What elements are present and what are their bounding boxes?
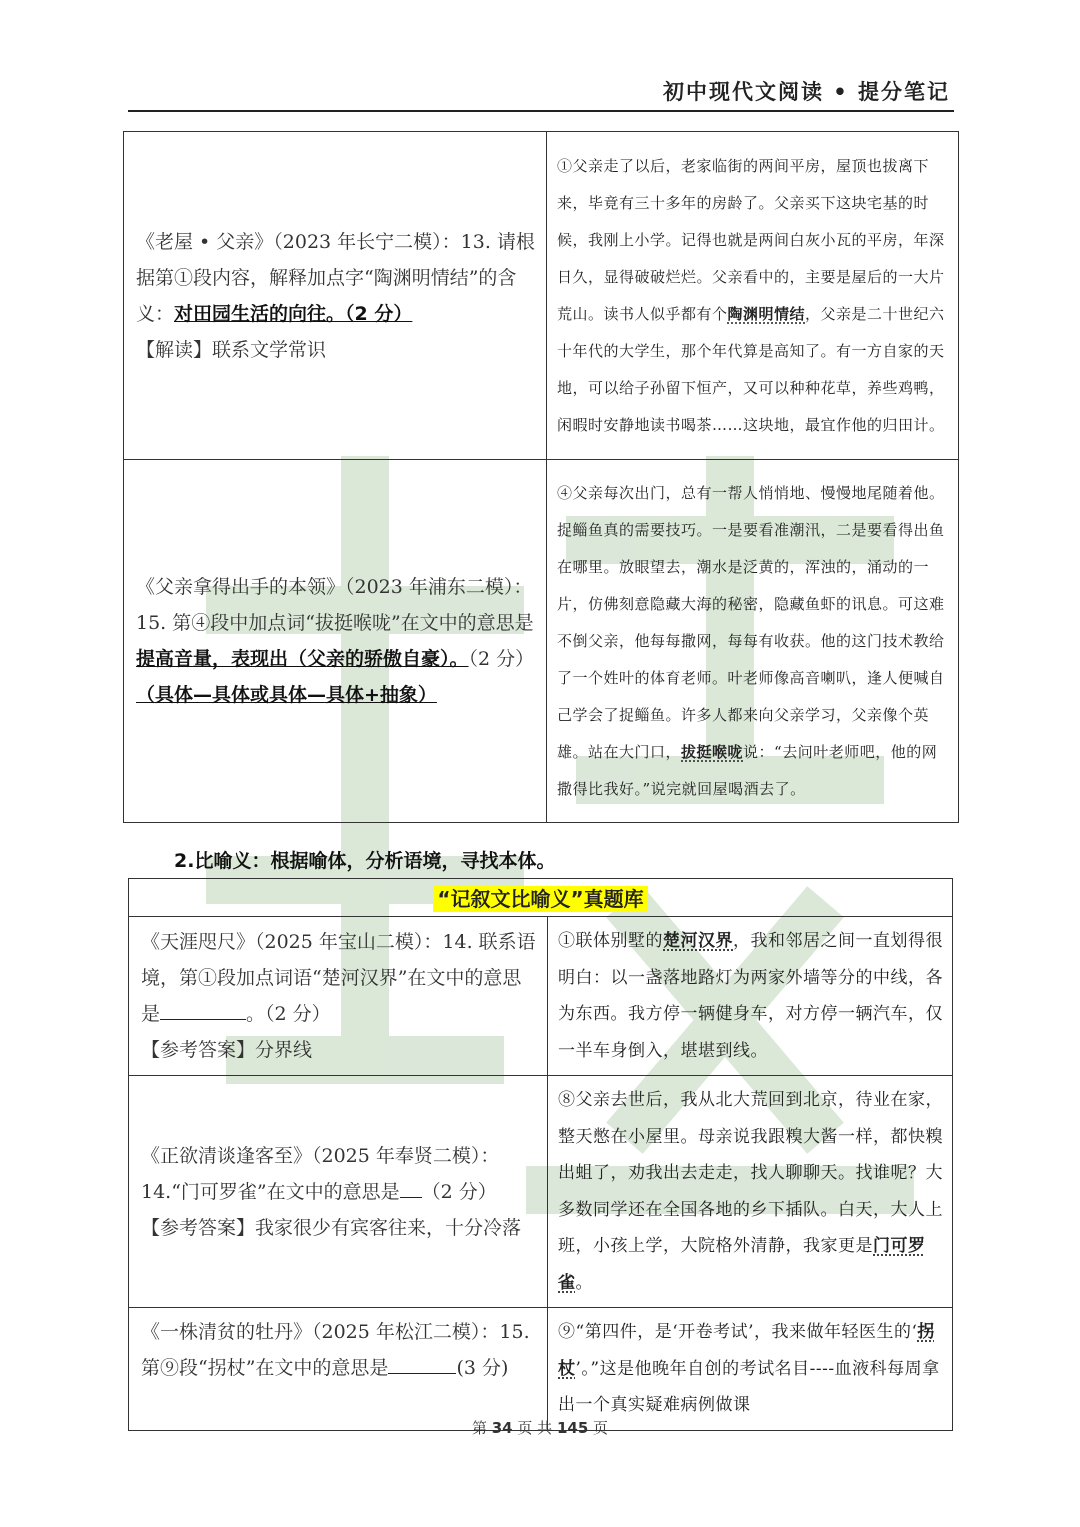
question-text: 《老屋 • 父亲》（2023 年长宁二模）：13. 请根据第①段内容，解释加点字“陶渊明情结”的含义：: [136, 230, 535, 325]
reference-answer: 【参考答案】分界线: [141, 1039, 313, 1061]
bank-header-cell: [129, 879, 953, 917]
passage-cell: [547, 132, 959, 460]
page-header: [128, 72, 954, 112]
passage-text: ⑨“第四件，是‘开卷考试’，我来做年轻医生的‘: [558, 1322, 918, 1342]
passage-keyword: 楚河汉界: [663, 931, 733, 951]
passage-text: ，父亲是二十世纪六十年代的大学生，那个年代算是高知了。有一方自家的天地，可以给子孙留下恒产，又可以种种花草，养些鸡鸭，闲暇时安静地读书喝茶……这块地，最宜作他的归田计。: [557, 304, 945, 434]
question-text: 《一株清贫的牡丹》（2025 年松江二模）：15. 第⑨段“拐杖”在文中的意思是: [141, 1321, 530, 1379]
bank-header-row: [129, 879, 953, 917]
question-cell: [129, 1308, 548, 1431]
passage-keyword: 拐杖: [558, 1322, 935, 1379]
question-text: 《父亲拿得出手的本领》（2023 年浦东二模）：15. 第④段中加点词“拔挺喉咙”在文中的意思是: [136, 576, 534, 634]
table-row: [129, 1076, 953, 1308]
question-text: (3 分): [456, 1357, 509, 1379]
question-cell: [129, 917, 548, 1076]
note-text: 【解读】联系文学常识: [136, 338, 327, 361]
table-row: [129, 1308, 953, 1431]
passage-cell: [548, 1308, 953, 1431]
answer-blank: [160, 997, 246, 1020]
question-text: 《天涯咫尺》（2025 年宝山二模）：14. 联系语境，第①段加点词语“楚河汉界”在文中的意思是: [141, 931, 536, 1025]
answer-blank: [388, 1351, 456, 1374]
bank-title: “记叙文比喻义”真题库: [433, 886, 647, 912]
page-number: 34: [491, 1419, 513, 1437]
question-bank-table: [128, 878, 953, 1431]
question-text: 。（2 分）: [246, 1003, 331, 1025]
passage-cell: [547, 460, 959, 823]
table-row: [124, 132, 959, 460]
passage-cell: [548, 1076, 953, 1308]
passage-keyword: 陶渊明情结: [727, 304, 806, 323]
reference-answer: 【参考答案】我家很少有宾客往来，十分冷落: [141, 1216, 522, 1239]
answer-text: 提高音量，表现出（父亲的骄傲自豪）。: [136, 648, 469, 670]
question-text: 《正欲清谈逢客至》（2025 年奉贤二模）：14.“门可罗雀”在文中的意思是: [141, 1144, 500, 1203]
passage-text: ①父亲走了以后，老家临街的两间平房，屋顶也拔离下来，毕竟有三十多年的房龄了。父亲买下这块宅基的时候，我刚上小学。记得也就是两间白灰小瓦的平房，年深日久，显得破破烂烂。父亲看中的，主要是屋后的一大片荒山。读书人似乎都有个: [557, 156, 945, 323]
passage-text: ’。”这是他晚年自创的考试名目----血液科每周拿出一个真实疑难病例做课: [558, 1358, 940, 1415]
passage-text: 说：“去问叶老师吧，他的网撒得比我好。”说完就回屋喝酒去了。: [557, 742, 938, 798]
passage-text: ④父亲每次出门，总有一帮人悄悄地、慢慢地尾随着他。捉鲻鱼真的需要技巧。一是要看准潮汛，二是要看得出鱼在哪里。放眼望去，潮水是泛黄的，浑浊的，涌动的一片，仿佛刻意隐藏大海的秘密，隐藏鱼虾的讯息。可这难不倒父亲，他每每撒网，每每有收获。他的这门技术教给了一个姓叶的体育老师。叶老师像高音喇叭，逢人便喊自己学会了捉鲻鱼。许多人都来向父亲学习，父亲像个英雄。站在大门口，: [557, 483, 945, 761]
footer-text: 第: [471, 1419, 487, 1437]
passage-text: ①联体别墅的: [558, 931, 663, 951]
footer-text: 页: [593, 1419, 609, 1437]
passage-text: 。: [575, 1272, 593, 1293]
page-total: 145: [556, 1419, 589, 1437]
answer-text: 对田园生活的向往。（2 分）: [174, 302, 413, 325]
passage-cell: [548, 917, 953, 1076]
question-text: （2 分）: [421, 1180, 497, 1203]
answer-blank: [400, 1175, 422, 1198]
table-row: [129, 917, 953, 1076]
question-cell: [124, 132, 547, 460]
footer-text: 页 共: [517, 1419, 553, 1437]
passage-keyword: 拔挺喉咙: [681, 742, 744, 761]
table-row: [124, 460, 959, 823]
question-cell: [124, 460, 547, 823]
question-cell: [129, 1076, 548, 1308]
header-title: 初中现代文阅读 • 提分笔记: [662, 80, 950, 104]
score-text: （2 分）: [468, 648, 535, 670]
note-text: （具体—具体或具体—具体+抽象）: [136, 684, 437, 706]
passage-keyword: 门可罗雀: [558, 1236, 926, 1293]
passage-text: ⑧父亲去世后，我从北大荒回到北京，待业在家，整天憋在小屋里。母亲说我跟糗大酱一样，都快糗出蛆了，劝我出去走走，找人聊聊天。找谁呢？大多数同学还在全国各地的乡下插队。白天，大人上班，小孩上学，大院格外清静，我家更是: [558, 1090, 943, 1256]
section-title: 2.比喻义：根据喻体，分析语境，寻找本体。: [174, 850, 556, 872]
example-table-1: [123, 131, 959, 823]
passage-text: ，我和邻居之间一直划得很明白：以一盏落地路灯为两家外墙等分的中线，各为东西。我方停一辆健身车，对方停一辆汽车，仅一半车身倒入，堪堪到线。: [558, 931, 943, 1061]
